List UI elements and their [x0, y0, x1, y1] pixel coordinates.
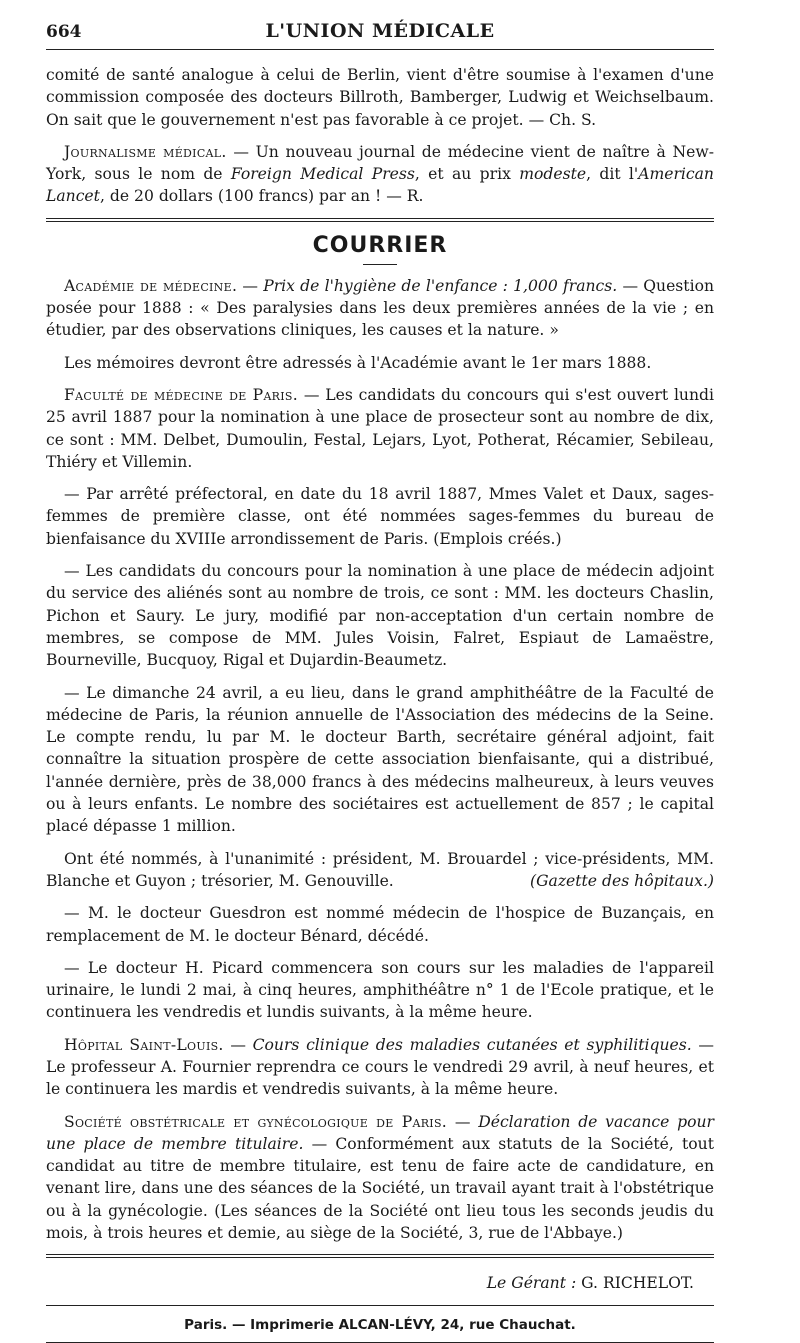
page-content [46, 64, 714, 1343]
vacancy-title: Déclaration de vacance pour une place de membre titulaire. [46, 1112, 714, 1153]
journalisme-paragraph: Journalisme médical. — Un nouveau journal de médecine vient de naître à New-York, sous le nom de Foreign Medical Press, et au prix modeste, dit l'American Lancet, de 20 dollars (100 francs) par an ! — R. [46, 142, 715, 206]
section-title: COURRIER [312, 232, 448, 258]
hopital-paragraph: Hôpital Saint-Louis. — Cours clinique des maladies cutanées et syphilitiques. — Le professeur A. Fournier reprendra ce cours le vendredi 29 avril, à neuf heures, et le continuera les mardis et vendredis suivants, à la même heure. [46, 1035, 714, 1099]
societe-paragraph: Société obstétricale et gynécologique de Paris. — Déclaration de vacance pour une place de membre titulaire. — Conformément aux statuts de la Société, tout candidat au titre de membre titulaire, est tenu de faire acte de candidature, en venant lire, dans une des séances de la Société, un travail ayant trait à l'obstétrique ou à la gynécologie. (Les séances de la Société ont lieu tous les seconds jeudis du mois, à trois heures et demie, au siège de la Société, 3, rue de l'Abbaye.) [46, 1112, 714, 1243]
page-header [46, 20, 714, 46]
nominations-paragraph: Ont été nommés, à l'unanimité : président, M. Brouardel ; vice-présidents, MM. Blanche et Guyon ; trésorier, M. Genouville. (Gazette des hôpitaux.) [46, 848, 714, 893]
course-title: Cours clinique des maladies cutanées et syphilitiques. [252, 1035, 692, 1054]
intro-paragraph: comité de santé analogue à celui de Berlin, vient d'être soumise à l'examen d'une commission composée des docteurs Billroth, Bamberger, Ludwig et Weichselbaum. On sait que le gouvernement n'est pas favorable à ce projet. — Ch. S. [46, 66, 714, 129]
page-number: 664 [46, 22, 82, 42]
journalisme-lead: Journalisme médical. [64, 142, 227, 161]
signature-label: Le Gérant : [486, 1274, 577, 1293]
section-divider [46, 218, 714, 222]
signature-name: G. RICHELOT. [576, 1274, 694, 1293]
prize-title: Prix de l'hygiène de l'enfance : 1,000 francs. [263, 276, 618, 295]
news-paragraph: — Par arrêté préfectoral, en date du 18 avril 1887, Mmes Valet et Daux, sages-femmes de première classe, ont été nommées sages-femmes du bureau de bienfaisance du XVIIIe arrondissement de Paris. (Emplois créés.) [46, 485, 714, 548]
academie-lead: Académie de médecine. [64, 276, 238, 295]
imprint: Paris. — Imprimerie ALCAN-LÉVY, 24, rue Chauchat. [184, 1316, 576, 1333]
header-rule [46, 49, 714, 50]
news-paragraph: — M. le docteur Guesdron est nommé médecin de l'hospice de Buzançais, en remplacement de M. le docteur Bénard, décédé. [46, 904, 714, 945]
faculte-lead: Faculté de médecine de Paris. [64, 385, 299, 404]
faculte-paragraph: Faculté de médecine de Paris. — Les candidats du concours qui s'est ouvert lundi 25 avril 1887 pour la nomination à une place de prosecteur sont au nombre de dix, ce sont : MM. Delbet, Dumoulin, Festal, Lejars, Lyot, Potherat, Récamier, Sebileau, Thiéry et Villemin. [46, 385, 714, 471]
signature [46, 1272, 694, 1294]
hopital-lead: Hôpital Saint-Louis. [64, 1035, 224, 1054]
news-paragraph: — Les candidats du concours pour la nomination à une place de médecin adjoint du service des aliénés sont au nombre de trois, ce sont : MM. les docteurs Chaslin, Pichon et Saury. Le jury, modifié par non-acceptation d'un certain nombre de membres, se compose de MM. Jules Voisin, Falret, Espiaut de Lamaëstre, Bourneville, Bucquoy, Rigal et Dujardin-Beaumetz. [46, 562, 714, 670]
running-title: L'UNION MÉDICALE [265, 20, 495, 42]
footer-rule [46, 1305, 714, 1306]
citation: (Gazette des hôpitaux.) [529, 871, 714, 890]
end-divider [46, 1254, 714, 1258]
news-paragraph: — Le dimanche 24 avril, a eu lieu, dans le grand amphithéâtre de la Faculté de médecine de Paris, la réunion annuelle de l'Association des médecins de la Seine. Le compte rendu, lu par M. le docteur Barth, secrétaire général adjoint, fait connaître la situation prospère de cette association bienfaisante, qui a distribué, l'année dernière, près de 38,000 francs à des médecins malheureux, à leurs veuves ou à leurs enfants. Le nombre des sociétaires est actuellement de 857 ; le capital placé dépasse 1 million. [46, 683, 714, 836]
academie-deadline: Les mémoires devront être adressés à l'Académie avant le 1er mars 1888. [64, 353, 652, 372]
journal-name: Foreign Medical Press [230, 165, 415, 184]
news-paragraph: — Le docteur H. Picard commencera son cours sur les maladies de l'appareil urinaire, le lundi 2 mai, à cinq heures, amphithéâtre n° 1 de l'Ecole pratique, et le continuera les vendredis et lundis suivants, à la même heure. [46, 958, 714, 1022]
societe-lead: Société obstétricale et gynécologique de Paris. [64, 1112, 448, 1131]
academie-paragraph: Académie de médecine. — Prix de l'hygiène de l'enfance : 1,000 francs. — Question posée pour 1888 : « Des paralysies dans les deux premières années de la vie ; en étudier, par des observations cliniques, les causes et la nature. » [46, 276, 714, 340]
source-name: American Lancet [46, 165, 714, 206]
title-underline [363, 264, 397, 265]
